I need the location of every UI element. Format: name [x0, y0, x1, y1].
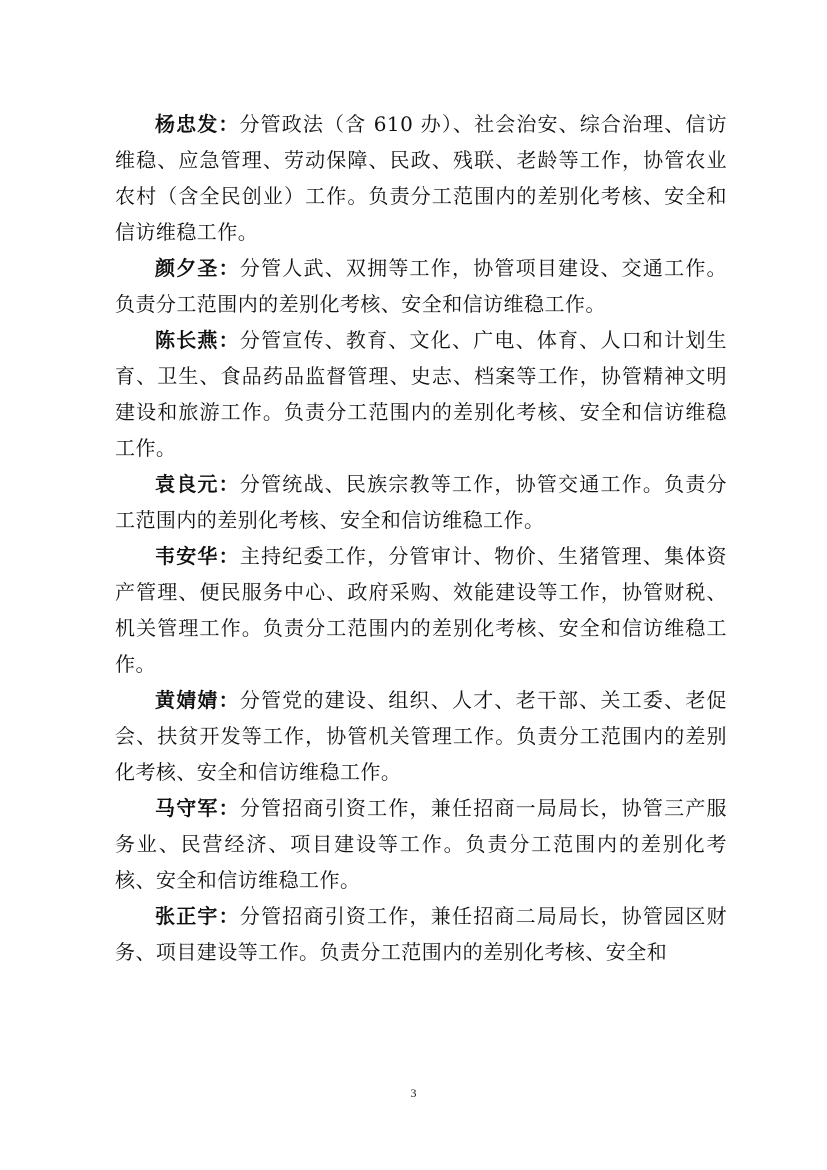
duty-text: 分管宣传、教育、文化、广电、体育、人口和计划生育、卫生、食品药品监督管理、史志、档案等工作，协管精神文明建设和旅游工作。负责分工范围内的差别化考核、安全和信访维稳工作。: [115, 328, 727, 460]
duty-text: 分管统战、民族宗教等工作，协管交通工作。负责分工范围内的差别化考核、安全和信访维稳工作。: [115, 472, 727, 532]
duty-text: 分管政法（含 610 办）、社会治安、综合治理、信访维稳、应急管理、劳动保障、民政、残联、老龄等工作，协管农业农村（含全民创业）工作。负责分工范围内的差别化考核、安全和信访维稳工作。: [115, 112, 727, 244]
official-name: 马守军：: [155, 796, 240, 820]
document-body: [115, 106, 727, 970]
official-name: 陈长燕：: [155, 328, 240, 352]
paragraph-yan-xisheng: [115, 250, 727, 322]
official-name: 黄婧婧：: [155, 688, 240, 712]
duty-text: 分管党的建设、组织、人才、老干部、关工委、老促会、扶贫开发等工作，协管机关管理工作。负责分工范围内的差别化考核、安全和信访维稳工作。: [115, 688, 727, 784]
paragraph-ma-shoujun: [115, 790, 727, 898]
paragraph-zhang-zhengyu: [115, 898, 727, 970]
official-name: 袁良元：: [155, 472, 240, 496]
official-name: 颜夕圣：: [155, 256, 240, 280]
official-name: 张正宇：: [155, 904, 240, 928]
page-number: 3: [410, 1086, 417, 1100]
duty-text: 分管人武、双拥等工作，协管项目建设、交通工作。负责分工范围内的差别化考核、安全和信访维稳工作。: [115, 256, 727, 316]
official-name: 韦安华：: [155, 544, 240, 568]
duty-text: 分管招商引资工作，兼任招商二局局长，协管园区财务、项目建设等工作。负责分工范围内的差别化考核、安全和: [115, 904, 727, 964]
paragraph-wei-anhua: [115, 538, 727, 682]
duty-text: 主持纪委工作，分管审计、物价、生猪管理、集体资产管理、便民服务中心、政府采购、效能建设等工作，协管财税、机关管理工作。负责分工范围内的差别化考核、安全和信访维稳工作。: [115, 544, 727, 676]
paragraph-chen-changyan: [115, 322, 727, 466]
official-name: 杨忠发：: [155, 112, 240, 136]
paragraph-huang-jingjing: [115, 682, 727, 790]
paragraph-yuan-liangyuan: [115, 466, 727, 538]
paragraph-yang-zhongfa: [115, 106, 727, 250]
duty-text: 分管招商引资工作，兼任招商一局局长，协管三产服务业、民营经济、项目建设等工作。负责分工范围内的差别化考核、安全和信访维稳工作。: [115, 796, 727, 892]
